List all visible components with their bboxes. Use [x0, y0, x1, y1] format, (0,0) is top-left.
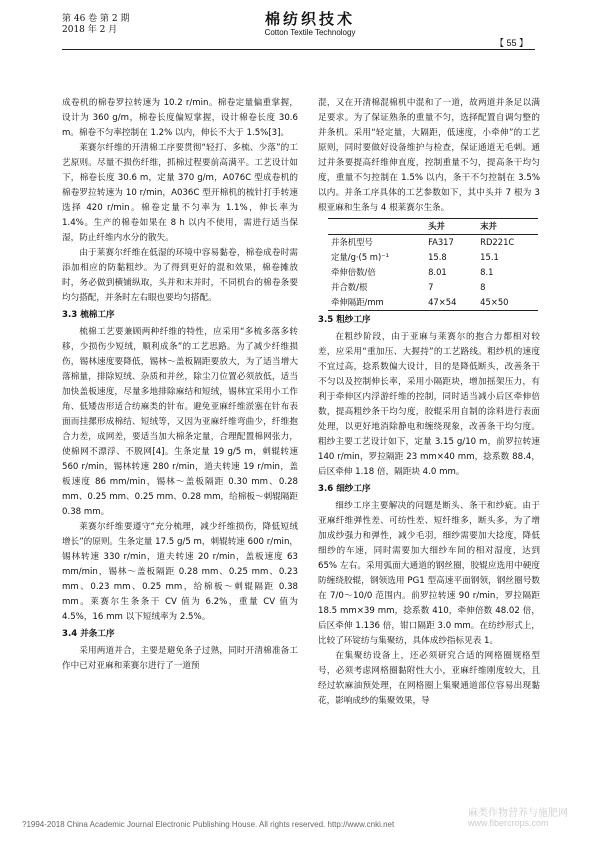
- journal-title: [215, 10, 405, 38]
- table-header-cell: [328, 219, 425, 235]
- body-paragraph: 成卷机的棉卷罗拉转速为 10.2 r/min。棉卷定量偏重掌握，设计为 360 g/m，棉卷长度偏短掌握，设计棉卷长度 30.6 m。棉卷不匀率控制在 1.2% 以内，伸长不大于 1.5%[3]。: [62, 98, 298, 138]
- issue-info: [62, 14, 129, 36]
- drawing-process-table: [328, 218, 538, 311]
- table-cell: 15.1: [480, 252, 499, 262]
- header-divider: [62, 49, 535, 50]
- right-column-bottom: [318, 313, 540, 709]
- table-cell: 47×54: [425, 295, 477, 311]
- table-cell: 牵伸倍数/倍: [331, 267, 376, 277]
- body-paragraph: 梳棉工艺要兼顾两种纤维的特性，应采用“多梳多落多转移，少损伤少短绒，顺利成条”的工艺思路。为了减少纤维损伤，锡林速度要降低，锡林～盖板隔距要放大，为了适当增大落棉量，排除短绒、杂质和并丝，除尘刀位置必须放低，适当加快盖板速度，尽量多地排除麻结和短绒，锡林宜采用小工作角、低矮齿形适合纺麻类的针布。避免亚麻纤维淤塞在针布表面而挂摞形成棉结、短绒等，又因为亚麻纤维弯曲少，纤维抱合力差，成网差，要适当加大棉条定量，合理配置棉网张力，使棉网不漂浮、不脱网[4]。生条定量 19 g/5 m，刺辊转速 560 r/min，锡林转速 280 r/min，道夫转速 19 r/min，盖板速度 86 mm/min，锡林～盖板隔距 0.30 mm、0.28 mm、0.25 mm、0.25 mm、0.28 mm，给棉板～刺辊隔距 0.38 mm。: [62, 327, 298, 517]
- watermark-url: www.fibercrops.com: [468, 818, 549, 828]
- table-row: [328, 265, 538, 280]
- right-column: [318, 96, 540, 709]
- table-cell: RD221C: [477, 235, 538, 251]
- right-column-top: [318, 96, 540, 216]
- table-cell: 8: [480, 282, 486, 292]
- section-heading: 3.3 梳棉工序: [62, 310, 115, 320]
- body-paragraph: 莱赛尔纤维的开清棉工序要贯彻“轻打、多梳、少落”的工艺原则。尽量不损伤纤维，抓棉过程要前高满平。工艺设计如下，棉卷长度 30.6 m，定量 370 g/m，A076C 型成卷机的棉卷罗拉转速为 10 r/min，A036C 型开棉机的梳针打手转速选择 420 r/min。棉卷定量不匀率为 1.1%，伸长率为 1.4%。生产的棉卷如果在 8 h 以内不使用，需进行适当保湿，防止纤维内水分的散失。: [62, 143, 298, 243]
- table-header-cell: 头并: [425, 219, 477, 235]
- copyright-footer: ?1994-2018 China Academic Journal Electronic Publishing House. All rights reserved. http://www.cnki.net: [22, 820, 395, 829]
- body-paragraph: 细纱工序主要解决的问题是断头、条干和纱疵。由于亚麻纤维弹性差、可纺性差、短纤维多，断头多，为了增加成纱强力和弹性，减少毛羽，细纱需要加大捻度，降低细纱的车速，同时需要加大细纱车间的相对湿度，达到 65% 左右。采用弧面大通道的钢丝圈，胶辊应选用中硬度防缠绕胶辊，钢领选用 PG1 型高速平面钢领，钢丝圈号数在 7/0～10/0 范围内。前罗拉转速 90 r/min，罗拉隔距 18.5 mm×39 mm，捻系数 410，牵伸倍数 48.02 倍，后区牵伸 1.136 倍，钳口隔距 3.0 mm。在纺纱形式上，比较了环锭纺与集聚纺，具体成纱指标见表 1。: [318, 501, 540, 646]
- table-cell: 定量/g·(5 m)⁻¹: [331, 252, 390, 262]
- table-cell: 7: [428, 282, 434, 292]
- table-header-cell: 末并: [477, 219, 538, 235]
- table-row: [328, 250, 538, 265]
- watermark-text: 麻类作物营养与施肥网: [468, 808, 568, 819]
- page-number: 【 55 】: [495, 38, 529, 48]
- table-cell: 8.01: [428, 267, 447, 277]
- table-header-row: [328, 219, 538, 235]
- body-paragraph: 采用两道并合，主要是避免条子过熟，同时开清棉准备工作中已对亚麻和莱赛尔进行了一道预: [62, 646, 298, 671]
- table-cell: FA317: [425, 235, 477, 251]
- body-paragraph: 莱赛尔纤维要遵守“充分梳理，减少纤维损伤，降低短绒增长”的原则。生条定量 17.5 g/5 m，刺辊转速 600 r/min，锡林转速 330 r/min，道夫转速 20 r/min，盖板速度 63 mm/min，锡林～盖板隔距 0.28 mm、0.25 mm、0.23 mm、0.23 mm、0.25 mm，给棉板～刺辊隔距 0.38 mm。莱赛尔生条条干 CV 值为 6.2%，重量 CV 值为 4.5%，16 mm 以下短绒率为 2.5%。: [62, 522, 298, 622]
- body-paragraph: 在集聚纺设备上，还必须研究合适的网格圈规格型号，必须考虑网格圈黏附性大小，亚麻纤维刚度较大，且经过软麻油预处理，在网格圈上集聚通道部位容易出现黏花，影响成纱的集聚效果，导: [318, 651, 540, 706]
- journal-title-cn: 棉纺织技术: [264, 10, 355, 28]
- table-cell: 8.1: [480, 267, 494, 277]
- volume-issue: 第 46 卷 第 2 期: [62, 14, 130, 24]
- table-row: [328, 295, 538, 311]
- section-heading: 3.6 细纱工序: [318, 484, 371, 494]
- section-heading: 3.5 粗纱工序: [318, 315, 371, 325]
- table-cell: 并合数/根: [331, 282, 368, 292]
- table-cell: 45×50: [477, 295, 538, 311]
- table-cell: 牵伸隔距/mm: [328, 295, 425, 311]
- table-row: [328, 280, 538, 295]
- publication-date: 2018 年 2 月: [62, 25, 118, 35]
- body-paragraph: 由于莱赛尔纤维在低湿的环境中容易黏卷，棉卷成卷时需添加相应的防黏粗纱。为了得到更好的混和效果，棉卷摊放时，务必做到横铺纵取，头并和末并时，不同机台的棉卷条要均匀搭配，并条时左右眼也要均匀搭配。: [62, 248, 298, 303]
- table-row: [328, 235, 538, 251]
- left-column: [62, 96, 298, 674]
- section-heading: 3.4 并条工序: [62, 629, 115, 639]
- body-paragraph: 在粗纱阶段，由于亚麻与莱赛尔的抱合力都相对较差，应采用“重加压、大握持”的工艺路线。粗纱机的速度不宜过高，捻系数偏大设计，目的是降低断头，改善条干不匀以及控制伸长率，采用小隔距块，增加摇架压力，有利于牵伸区内浮游纤维的控制，同时适当减小后区牵伸倍数，提高粗纱条干均匀度，胶辊采用自制的涂料进行表面处理，以更好地消除静电和缠绕现象，改善条干均匀度。粗纱主要工艺设计如下，定量 3.15 g/10 m，前罗拉转速 140 r/min，罗拉隔距 23 mm×40 mm，捻系数 88.4，后区牵伸 1.18 倍，隔距块 4.0 mm。: [318, 332, 540, 477]
- table-cell: 并条机型号: [328, 235, 425, 251]
- body-paragraph: 混，又在开清棉混棉机中混和了一道，故两道并条足以满足要求。为了保证熟条的重量不匀，选择配置自调匀整的并条机。采用“轻定量，大隔距，低速度，小牵伸”的工艺原则，同时要做好设备维护与检查，保证通道无毛刺。通过并条要提高纤维伸直度，控制重量不匀，提高条干均匀度，重量不匀控制在 1.5% 以内，条干不匀控制在 3.5% 以内。并条工序具体的工艺参数如下，其中头并 7 根为 3 根亚麻和生条与 4 根莱赛尔生条。: [318, 98, 540, 213]
- table-cell: 15.8: [428, 252, 447, 262]
- journal-title-en: Cotton Textile Technology: [264, 28, 356, 37]
